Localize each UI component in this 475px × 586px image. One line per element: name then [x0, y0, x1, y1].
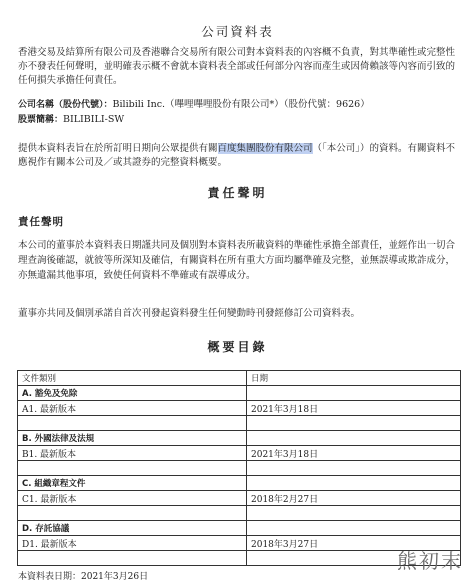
document-date-footer: 本資料表日期：2021年3月26日	[18, 572, 149, 582]
section-item-date: 2018年3月27日	[247, 536, 461, 551]
column-header-date: 日期	[247, 371, 461, 386]
section-title: D. 存託協議	[18, 521, 247, 536]
contents-table	[17, 370, 461, 566]
section-item-date: 2018年2月27日	[247, 491, 461, 506]
section-title: C. 組織章程文件	[18, 476, 247, 491]
purpose-paragraph	[18, 142, 458, 170]
undertaking-paragraph: 董事亦共同及個別承諾自首次刊發起資料發生任何變動時刊發經修訂公司資料表。	[18, 308, 361, 319]
stock-short-name-line	[18, 113, 124, 127]
table-spacer-row	[18, 461, 461, 476]
section-item: A1. 最新版本	[18, 401, 247, 416]
disclaimer-paragraph: 香港交易及結算所有限公司及香港聯合交易所有限公司對本資料表的內容概不負責，對其準確性或完整性亦不發表任何聲明，並明確表示概不會就本資料表全部或任何部分內容而產生或因倚賴該等內容而引致的任何損失承擔任何責任。	[18, 47, 456, 86]
table-spacer-row	[18, 551, 461, 566]
section-date-empty	[247, 386, 461, 401]
section-date-empty	[247, 521, 461, 536]
section-item: C1. 最新版本	[18, 491, 247, 506]
table-spacer-row	[18, 416, 461, 431]
purpose-text-after: （「本公司」）的資料。有關資料不應視作有關本公司及／或其證券的完整資料概要。	[18, 143, 456, 168]
table-row	[18, 536, 461, 551]
company-name-label: 公司名稱（股份代號）：	[18, 100, 113, 110]
stock-short-name-value: BILIBILI-SW	[63, 114, 125, 125]
table-section-row	[18, 386, 461, 401]
table-section-row	[18, 476, 461, 491]
responsibility-heading: 責任聲明	[18, 216, 64, 228]
section-title: A. 豁免及免除	[18, 386, 247, 401]
section-item-date: 2021年3月18日	[247, 446, 461, 461]
section-item-date: 2021年3月18日	[247, 401, 461, 416]
responsibility-heading-center: 責任聲明	[207, 186, 268, 200]
company-name-line	[18, 98, 370, 112]
table-spacer-row	[18, 506, 461, 521]
section-item: D1. 最新版本	[18, 536, 247, 551]
column-header-document-type: 文件類別	[18, 371, 247, 386]
table-section-row	[18, 431, 461, 446]
watermark: 熊初末	[397, 549, 463, 573]
purpose-text-before: 提供本資料表旨在於所訂明日期向公眾提供有關	[18, 143, 218, 154]
section-item: B1. 最新版本	[18, 446, 247, 461]
section-date-empty	[247, 476, 461, 491]
highlighted-company-name: 百度集團股份有限公司	[217, 143, 313, 154]
table-row	[18, 446, 461, 461]
stock-short-name-label: 股票簡稱：	[18, 115, 64, 125]
section-title: B. 外國法律及法規	[18, 431, 247, 446]
section-date-empty	[247, 431, 461, 446]
table-row	[18, 491, 461, 506]
contents-heading: 概要目錄	[207, 340, 268, 354]
responsibility-body: 本公司的董事於本資料表日期謹共同及個別對本資料表所載資料的準確性承擔全部責任，並經作出一切合理查詢後確認，就彼等所深知及確信，有關資料在所有重大方面均屬準確及完整，並無誤導或欺詐成分，亦無遺漏其他事項，致使任何資料不準確或有誤導成分。	[18, 240, 456, 281]
table-row	[18, 401, 461, 416]
table-section-row	[18, 521, 461, 536]
table-header-row	[18, 371, 461, 386]
document-title: 公司資料表	[201, 24, 274, 39]
company-name-value: Bilibili Inc.（嗶哩嗶哩股份有限公司*）（股份代號：9626）	[112, 99, 370, 110]
